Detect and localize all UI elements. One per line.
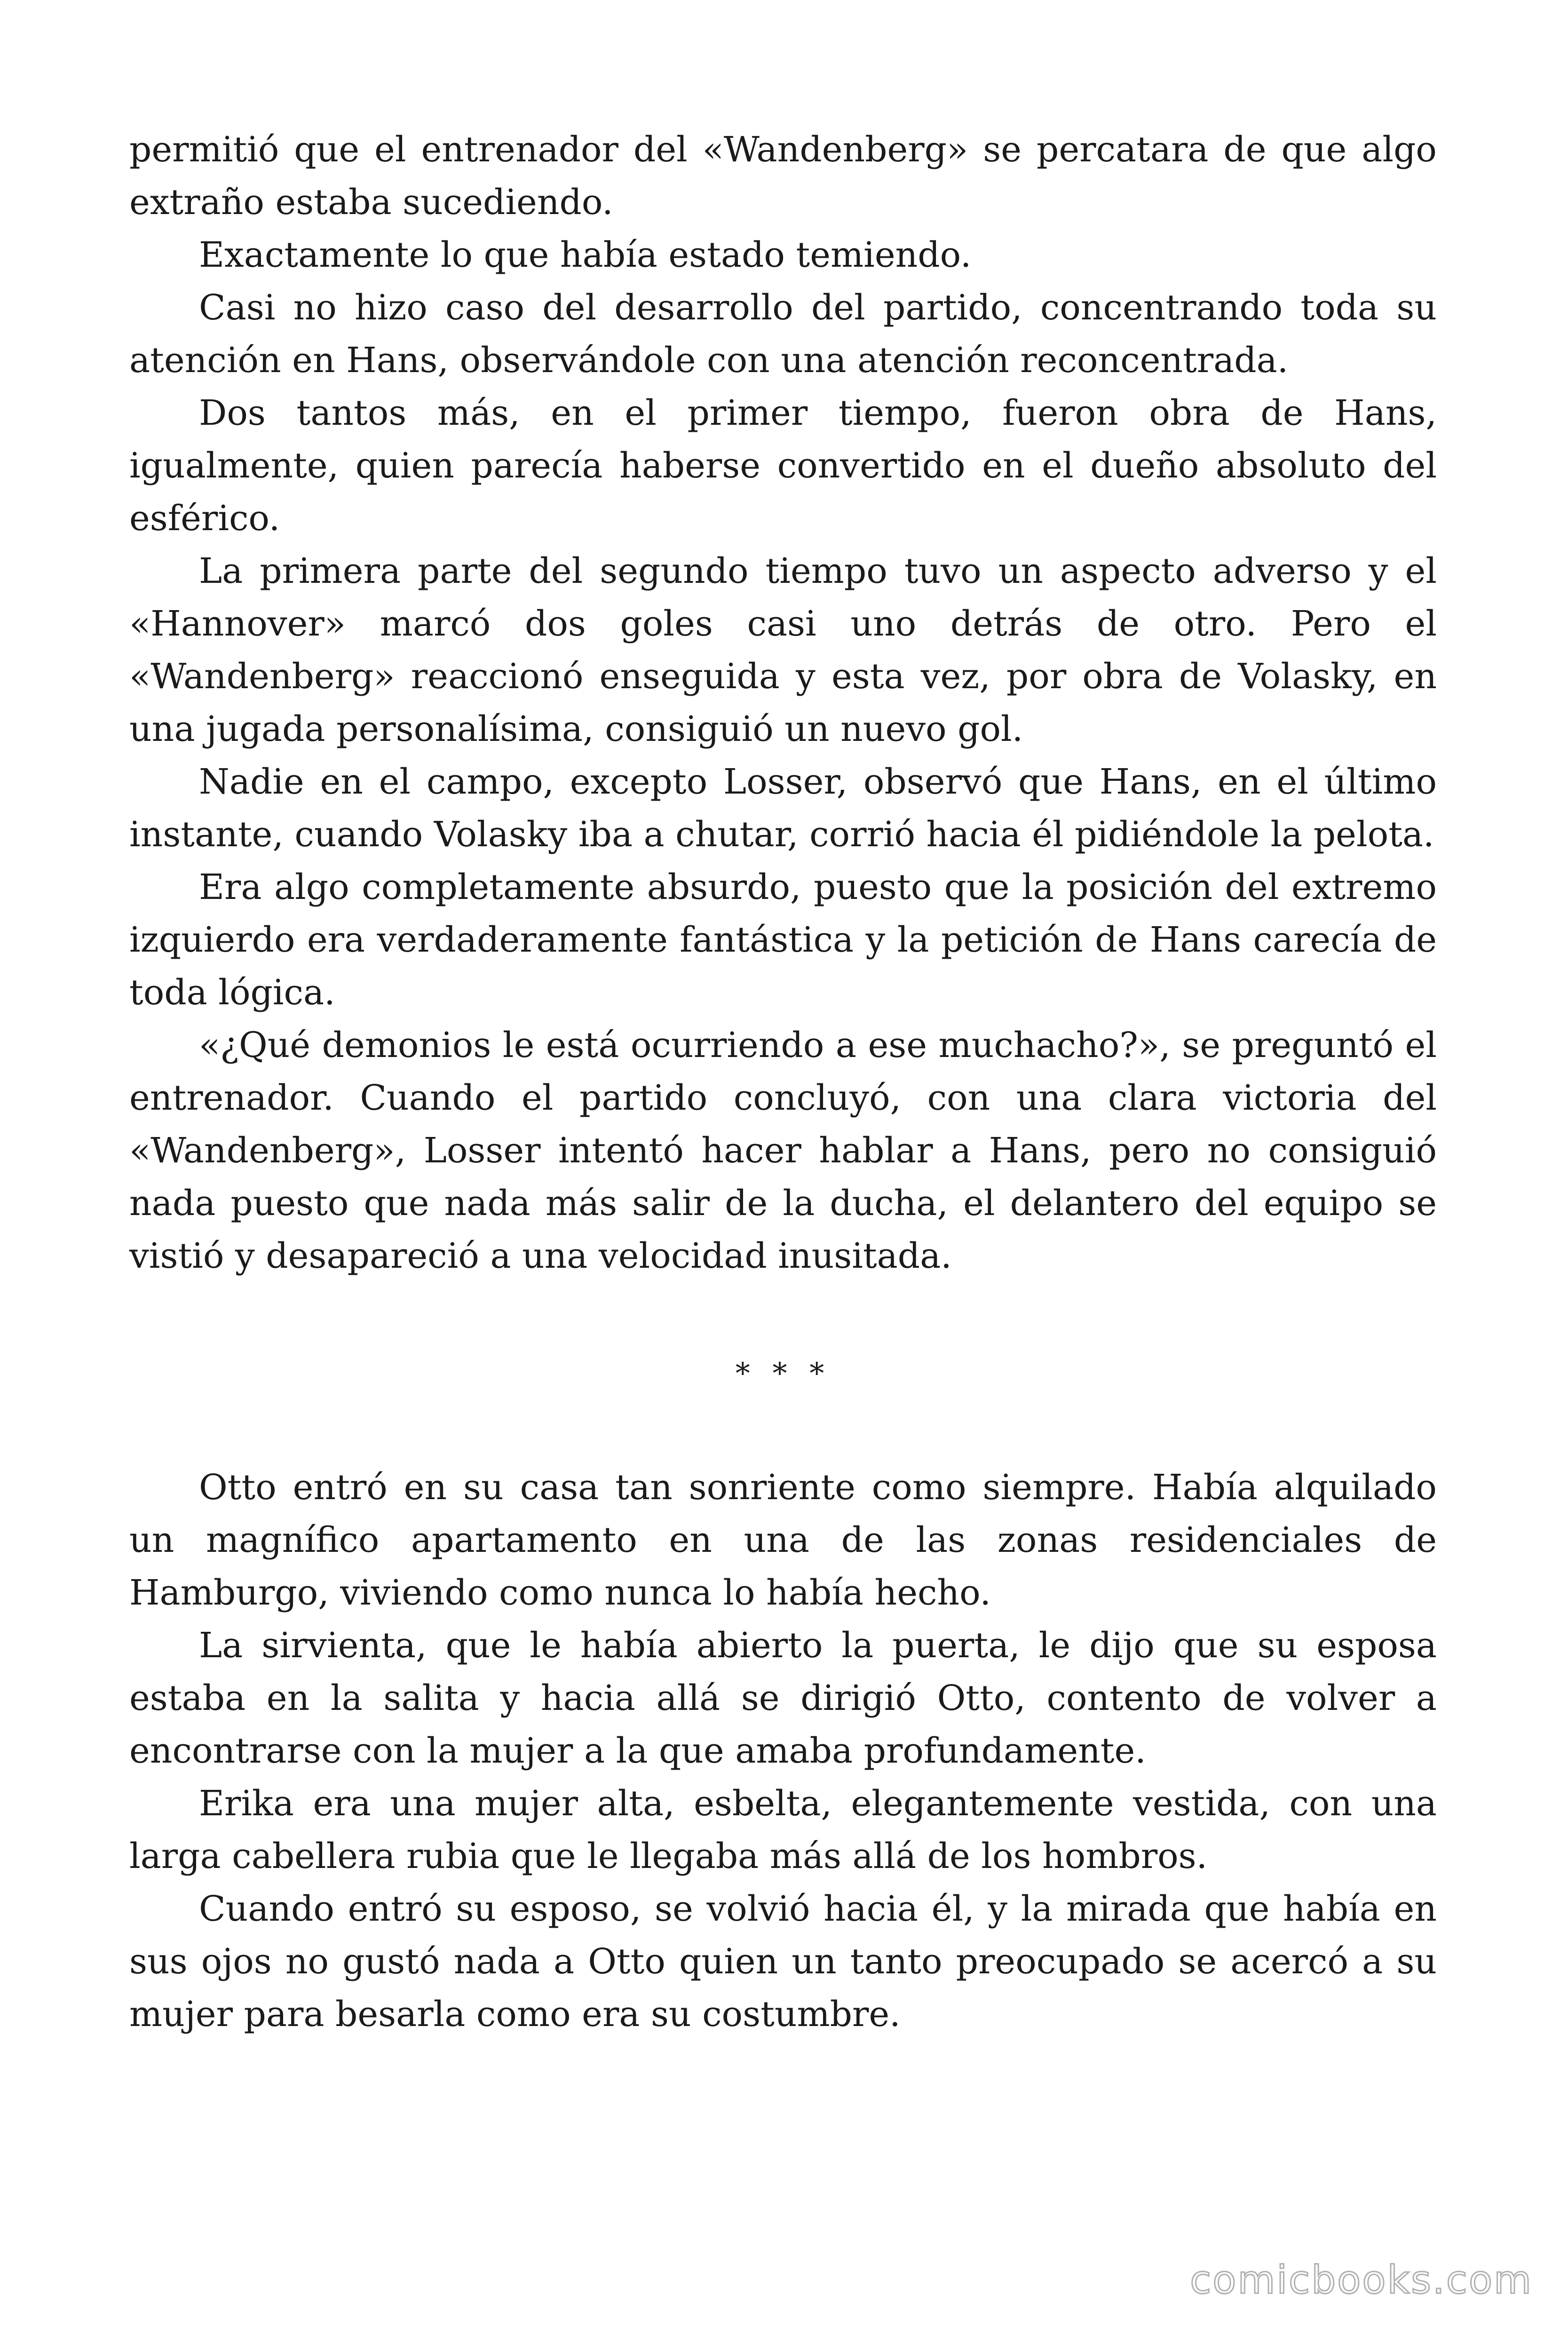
paragraph: Cuando entró su esposo, se volvió hacia él, y la mirada que había en sus ojos no gustó nada a Otto quien un tanto preocupado se acercó a su mujer para besarla como era su costumbre. [129, 1889, 1437, 2034]
book-page [129, 123, 1437, 2041]
paragraph: Exactamente lo que había estado temiendo. [199, 235, 972, 275]
paragraph: Nadie en el campo, excepto Losser, observó que Hans, en el último instante, cuando Volasky iba a chutar, corrió hacia él pidiéndole la pelota. [129, 762, 1437, 855]
watermark: comicbooks.com [1190, 2258, 1533, 2303]
paragraph: La primera parte del segundo tiempo tuvo un aspecto adverso y el «Hannover» marcó dos goles casi uno detrás de otro. Pero el «Wandenberg» reaccionó enseguida y esta vez, por obra de Volasky, en una jugada personalísima, consiguió un nuevo gol. [129, 551, 1437, 749]
paragraph: permitió que el entrenador del «Wandenberg» se percatara de que algo extraño estaba sucediendo. [129, 129, 1437, 222]
paragraph: Dos tantos más, en el primer tiempo, fueron obra de Hans, igualmente, quien parecía haberse convertido en el dueño absoluto del esférico. [129, 393, 1437, 539]
paragraph: «¿Qué demonios le está ocurriendo a ese muchacho?», se preguntó el entrenador. Cuando el partido concluyó, con una clara victoria del «Wandenberg», Losser intentó hacer hablar a Hans, pero no consiguió nada puesto que nada más salir de la ducha, el delantero del equipo se vistió y desapareció a una velocidad inusitada. [129, 1025, 1437, 1276]
scene-break: * * * [735, 1356, 831, 1391]
paragraph: Erika era una mujer alta, esbelta, elegantemente vestida, con una larga cabellera rubia que le llegaba más allá de los hombros. [129, 1783, 1437, 1876]
paragraph: Era algo completamente absurdo, puesto que la posición del extremo izquierdo era verdaderamente fantástica y la petición de Hans carecía de toda lógica. [129, 867, 1437, 1013]
paragraph: La sirvienta, que le había abierto la puerta, le dijo que su esposa estaba en la salita y hacia allá se dirigió Otto, contento de volver a encontrarse con la mujer a la que amaba profundamente. [129, 1625, 1437, 1771]
paragraph: Otto entró en su casa tan sonriente como siempre. Había alquilado un magnífico apartamento en una de las zonas residenciales de Hamburgo, viviendo como nunca lo había hecho. [129, 1467, 1437, 1613]
paragraph: Casi no hizo caso del desarrollo del partido, concentrando toda su atención en Hans, observándole con una atención reconcentrada. [129, 287, 1437, 381]
